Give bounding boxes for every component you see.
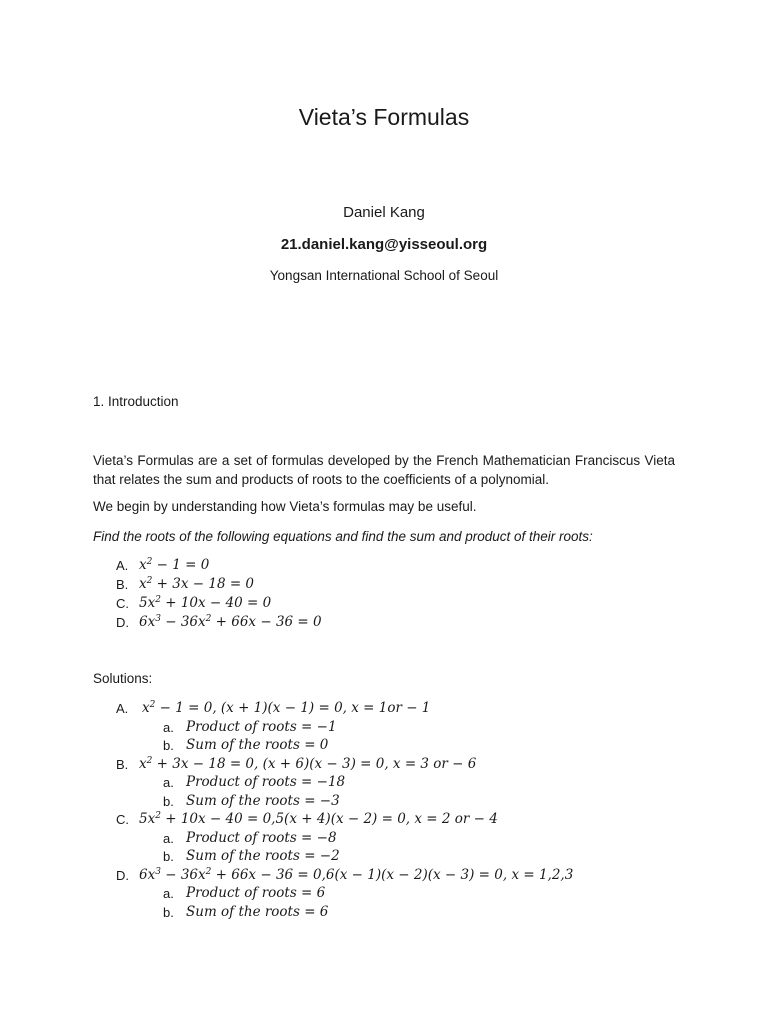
sum-of-roots: Sum of the roots = 6 <box>186 904 329 920</box>
solution-sub-marker: b. <box>163 849 174 864</box>
problem-marker: C. <box>116 596 129 611</box>
problem-equation: $5x^2 + 10x - 40 = 0$ <box>139 595 272 611</box>
solution-marker: D. <box>116 868 129 883</box>
solution-marker: B. <box>116 757 129 772</box>
solution-sub-marker: b. <box>163 905 174 920</box>
problem-marker: A. <box>116 558 129 573</box>
author-email: 21.daniel.kang@yisseoul.org <box>280 236 488 253</box>
product-of-roots: Product of roots = 6 <box>186 885 326 901</box>
solution-sub-marker: b. <box>163 738 174 753</box>
product-of-roots: Product of roots = −1 <box>186 719 337 735</box>
solutions-heading: Solutions: <box>93 671 153 686</box>
solution-equation: $x^2 - 1 = 0$, (x + 1)(x − 1) = 0, x = 1or − 1 <box>142 700 431 716</box>
solution-sub-marker: a. <box>163 720 174 735</box>
solution-equation: $5x^2 + 10x - 40 = 0,5(x + 4)(x - 2) = 0$, x = 2 or − 4 <box>139 811 498 827</box>
solution-equation: $6x^3 - 36x^2 + 66x - 36 = 0,6(x - 1)(x - 2)(x - 3) = 0$, x = 1,2,3 <box>139 867 574 883</box>
solution-sub-marker: a. <box>163 831 174 846</box>
solution-sub-marker: b. <box>163 794 174 809</box>
author-affiliation: Yongsan International School of Seoul <box>269 268 499 283</box>
sum-of-roots: Sum of the roots = −3 <box>186 793 340 809</box>
problem-prompt: Find the roots of the following equations and find the sum and product of their roots: <box>93 529 593 544</box>
intro-paragraph: Vieta’s Formulas are a set of formulas developed by the French Mathematician Franciscus Vieta that relates the sum and products of roots to the coefficients of a polynomial. <box>93 453 675 487</box>
solution-sub-marker: a. <box>163 775 174 790</box>
product-of-roots: Product of roots = −18 <box>186 774 346 790</box>
problem-marker: D. <box>116 615 129 630</box>
paper-title: Vieta’s Formulas <box>298 104 470 130</box>
problem-equation: $x^2 - 1 = 0$ <box>139 557 210 573</box>
sum-of-roots: Sum of the roots = −2 <box>186 848 340 864</box>
solution-marker: A. <box>116 701 129 716</box>
intro-sentence: We begin by understanding how Vieta’s formulas may be useful. <box>93 499 477 514</box>
solution-marker: C. <box>116 812 129 827</box>
sum-of-roots: Sum of the roots = 0 <box>186 737 329 753</box>
section-heading-introduction: 1. Introduction <box>93 394 179 409</box>
solution-sub-marker: a. <box>163 886 174 901</box>
author-name: Daniel Kang <box>343 204 425 221</box>
product-of-roots: Product of roots = −8 <box>186 830 337 846</box>
problem-marker: B. <box>116 577 129 592</box>
problem-equation: $6x^3 - 36x^2 + 66x - 36 = 0$ <box>139 614 322 630</box>
problem-equation: $x^2 + 3x - 18 = 0$ <box>139 576 255 592</box>
solution-equation: $x^2 + 3x - 18 = 0$, (x + 6)(x − 3) = 0, x = 3 or − 6 <box>139 756 477 772</box>
